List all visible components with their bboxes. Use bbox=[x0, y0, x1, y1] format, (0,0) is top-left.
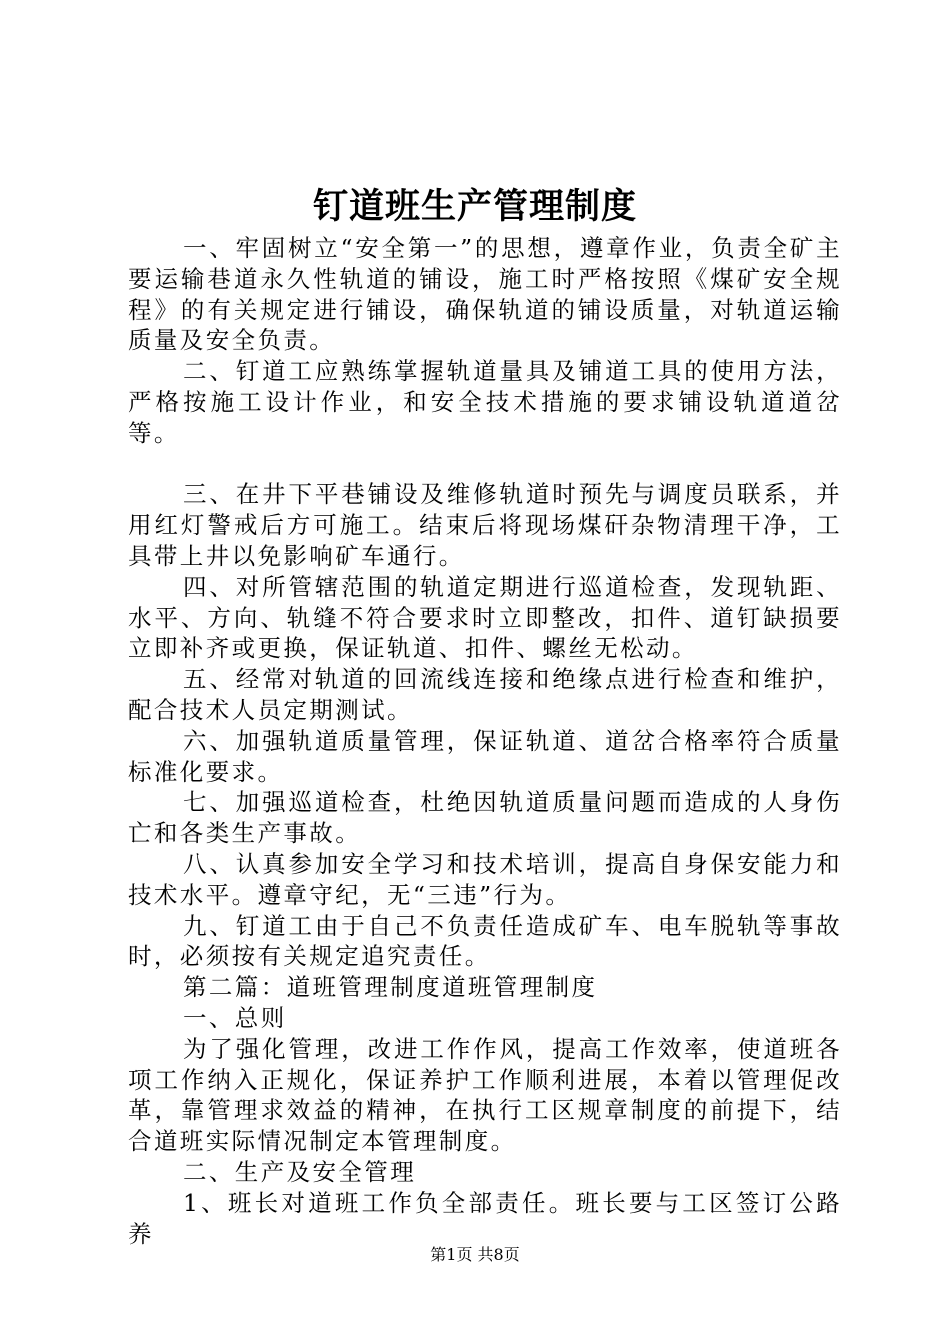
paragraph-3: 三、在井下平巷铺设及维修轨道时预先与调度员联系，并用红灯警戒后方可施工。结束后将现场煤矸杂物清理干净，工具带上井以免影响矿车通行。 bbox=[128, 480, 842, 570]
section-heading-part-two: 第二篇：道班管理制度道班管理制度 bbox=[183, 973, 598, 1002]
paragraph-8: 八、认真参加安全学习和技术培训，提高自身保安能力和技术水平。遵章守纪，无“三违”行为。 bbox=[128, 849, 842, 909]
paragraph-4: 四、对所管辖范围的轨道定期进行巡道检查，发现轨距、水平、方向、轨缝不符合要求时立即整改，扣件、道钉缺损要立即补齐或更换，保证轨道、扣件、螺丝无松动。 bbox=[128, 572, 842, 663]
paragraph-6: 六、加强轨道质量管理，保证轨道、道岔合格率符合质量标准化要求。 bbox=[128, 726, 842, 786]
section-heading-production-safety: 二、生产及安全管理 bbox=[183, 1157, 417, 1186]
page-footer bbox=[0, 1244, 950, 1266]
document-body bbox=[128, 233, 842, 1249]
paragraph-5: 五、经常对轨道的回流线连接和绝缘点进行检查和维护，配合技术人员定期测试。 bbox=[128, 665, 842, 724]
paragraph-general-intro: 为了强化管理，改进工作作风，提高工作效率，使道班各项工作纳入正规化，保证养护工作顺利进展，本着以管理促改革，靠管理求效益的精神，在执行工区规章制度的前提下，结合道班实际情况制定本管理制度。 bbox=[128, 1034, 842, 1156]
section-heading-general: 一、总则 bbox=[183, 1003, 287, 1032]
paragraph-2: 二、钉道工应熟练掌握轨道量具及铺道工具的使用方法，严格按施工设计作业，和安全技术措施的要求铺设轨道道岔等。 bbox=[128, 357, 842, 447]
page-number-label: 第1页 共8页 bbox=[430, 1245, 520, 1264]
paragraph-1: 一、牢固树立“安全第一”的思想，遵章作业，负责全矿主要运输巷道永久性轨道的铺设，施工时严格按照《煤矿安全规程》的有关规定进行铺设，确保轨道的铺设质量，对轨道运输质量及安全负责。 bbox=[128, 234, 842, 355]
paragraph-7: 七、加强巡道检查，杜绝因轨道质量问题而造成的人身伤亡和各类生产事故。 bbox=[128, 788, 842, 848]
paragraph-9: 九、钉道工由于自己不负责任造成矿车、电车脱轨等事故时，必须按有关规定追究责任。 bbox=[128, 911, 842, 971]
paragraph-production-1: 1、班长对道班工作负全部责任。班长要与工区签订公路养 bbox=[128, 1188, 842, 1248]
document-title: 钉道班生产管理制度 bbox=[312, 186, 637, 227]
